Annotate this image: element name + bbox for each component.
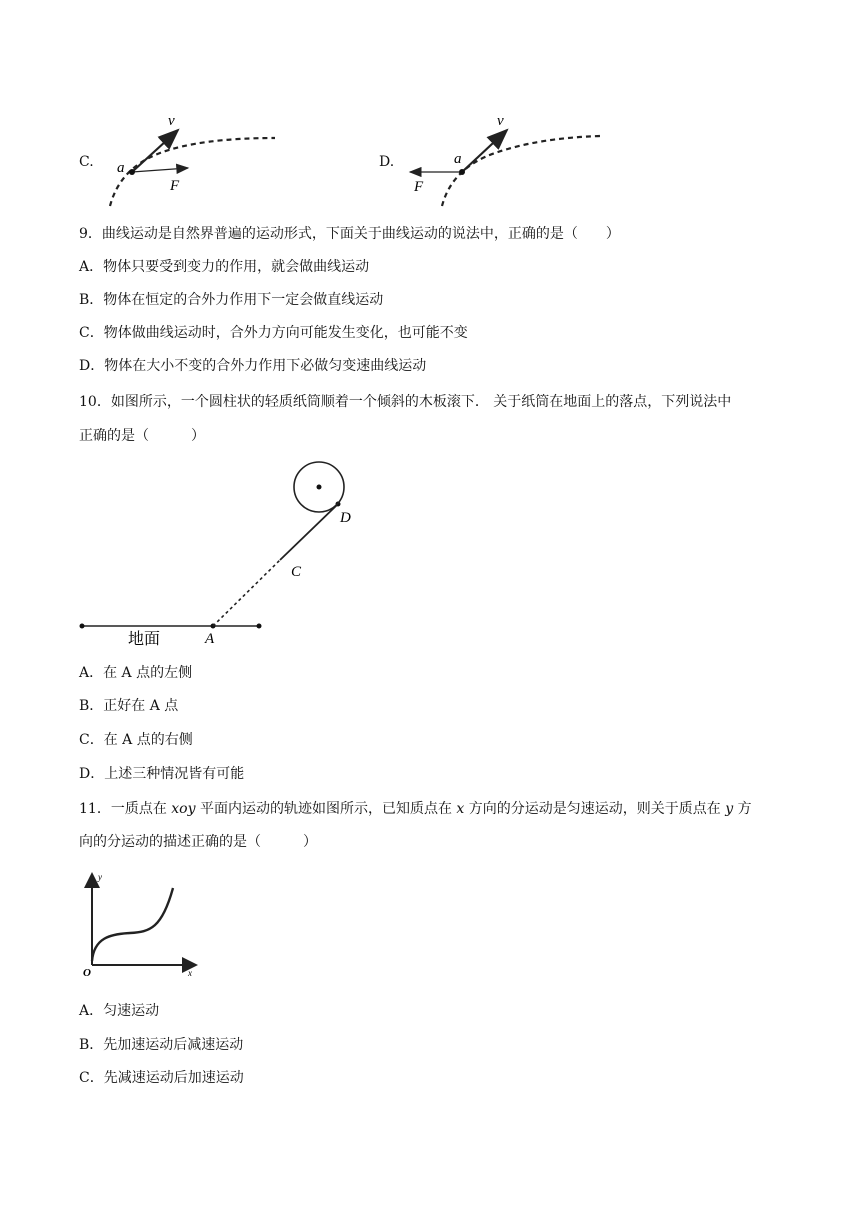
q9-option-a: A．物体只要受到变力的作用，就会做曲线运动 bbox=[79, 259, 370, 275]
q8-option-d-figure bbox=[400, 108, 610, 210]
q11-stem-line2: 向的分运动的描述正确的是（ ） bbox=[79, 834, 317, 850]
q9-stem: 9．曲线运动是自然界普遍的运动形式，下面关于曲线运动的说法中，正确的是（ ） bbox=[79, 226, 620, 242]
q8-option-d-letter: D. bbox=[379, 154, 395, 170]
label-x: x bbox=[188, 968, 192, 978]
label-F: F bbox=[170, 178, 180, 194]
q11-option-b: B．先加速运动后减速运动 bbox=[79, 1037, 244, 1053]
label-C: C bbox=[291, 564, 302, 580]
trajectory-curve bbox=[442, 136, 600, 206]
q11-option-a: A．匀速运动 bbox=[79, 1003, 160, 1019]
label-ground: 地面 bbox=[128, 631, 161, 648]
q10-option-c: C．在 A 点的右侧 bbox=[79, 732, 193, 748]
q9-option-b: B．物体在恒定的合外力作用下一定会做直线运动 bbox=[79, 292, 384, 308]
inclined-board bbox=[280, 504, 338, 560]
q11-option-c: C．先减速运动后加速运动 bbox=[79, 1070, 244, 1086]
point-a bbox=[459, 169, 465, 175]
board-extension bbox=[213, 560, 280, 626]
label-a: a bbox=[454, 151, 462, 167]
q10-option-a: A．在 A 点的左侧 bbox=[79, 665, 193, 681]
q9-option-c: C．物体做曲线运动时，合外力方向可能发生变化，也可能不变 bbox=[79, 325, 468, 341]
q10-option-d: D．上述三种情况皆有可能 bbox=[79, 766, 245, 782]
q9-option-d: D．物体在大小不变的合外力作用下必做匀变速曲线运动 bbox=[79, 358, 427, 374]
velocity-arrow bbox=[132, 130, 178, 172]
q11-figure bbox=[80, 866, 204, 978]
label-A: A bbox=[205, 631, 215, 647]
label-F: F bbox=[414, 179, 424, 195]
q8-option-c-letter: C. bbox=[79, 154, 94, 170]
point-a bbox=[129, 169, 135, 175]
force-arrow bbox=[132, 168, 188, 172]
q10-option-b: B．正好在 A 点 bbox=[79, 698, 179, 714]
label-v: v bbox=[497, 113, 504, 129]
label-a: a bbox=[117, 160, 125, 176]
trajectory-curve bbox=[92, 888, 173, 961]
label-D: D bbox=[340, 510, 351, 526]
q10-figure bbox=[72, 458, 372, 650]
q10-stem-line1: 10．如图所示，一个圆柱状的轻质纸筒顺着一个倾斜的木板滚下． 关于纸筒在地面上的落点，下列说法中 bbox=[79, 394, 732, 410]
label-y: y bbox=[98, 872, 102, 882]
q10-stem-line2: 正确的是（ ） bbox=[79, 428, 205, 444]
label-O: O bbox=[83, 967, 91, 978]
q8-option-c-figure bbox=[100, 108, 290, 210]
label-v: v bbox=[168, 113, 175, 129]
q11-stem-line1: 11．一质点在 xoy 平面内运动的轨迹如图所示，已知质点在 x 方向的分运动是匀速运动，则关于质点在 y 方 bbox=[79, 801, 752, 817]
